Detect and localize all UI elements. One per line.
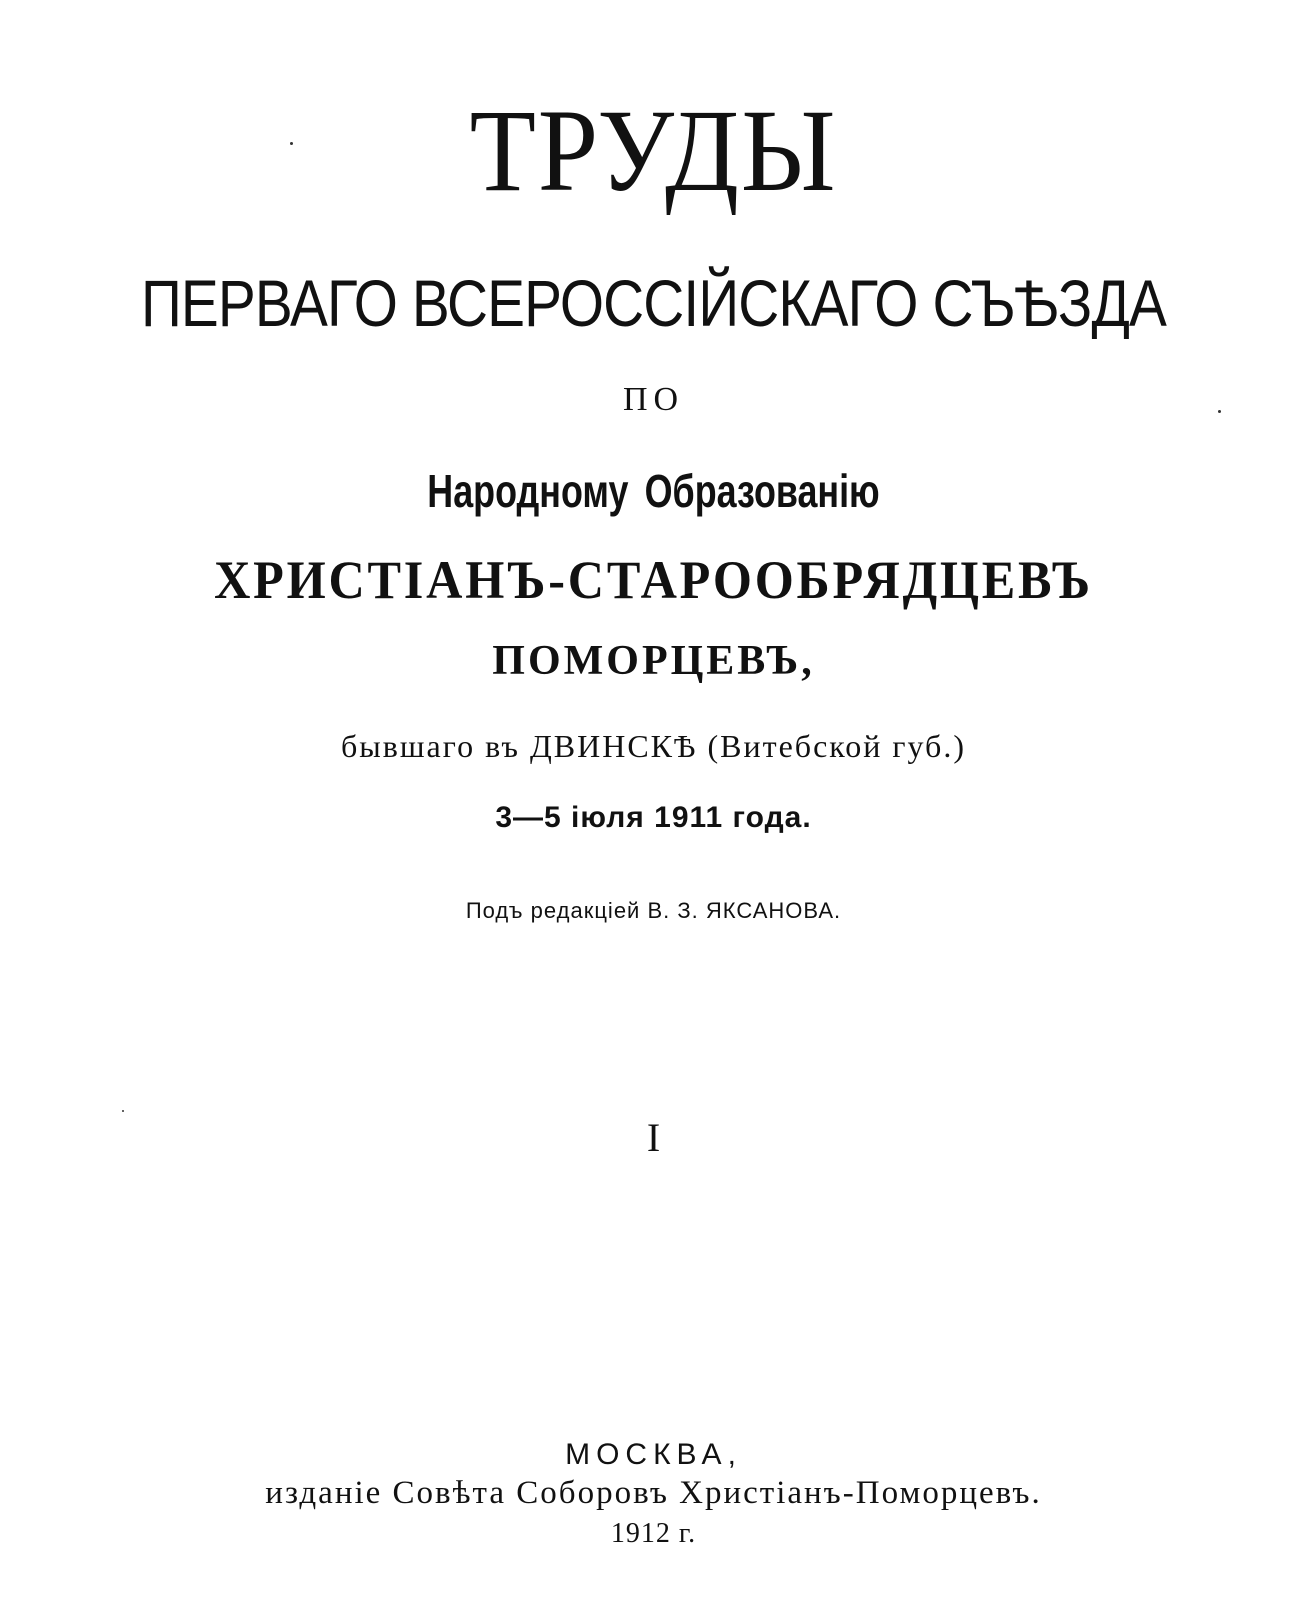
congress-title: ПЕРВАГО ВСЕРОССІЙСКАГО СЪѢЗДА — [140, 266, 1167, 340]
topic-text: Народному Образованію — [427, 465, 880, 517]
community-subtitle: ПОМОРЦЕВЪ, — [492, 638, 815, 684]
print-speck — [1218, 410, 1221, 413]
imprint-year: 1912 г. — [610, 1518, 697, 1549]
volume-number: I — [646, 1115, 661, 1160]
preposition-text: ПО — [622, 381, 685, 418]
date-text: 3—5 іюля 1911 года. — [495, 801, 812, 834]
print-speck — [122, 1110, 124, 1112]
main-title: ТРУДЫ — [469, 85, 838, 216]
imprint-city: МОСКВА, — [565, 1438, 742, 1471]
print-speck — [290, 142, 293, 145]
community-title: ХРИСТІАНЪ-СТАРООБРЯДЦЕВЪ — [214, 550, 1093, 610]
editor-credit: Подъ редакціей В. З. ЯКСАНОВА. — [465, 898, 842, 923]
location-text: бывшаго въ ДВИНСКѢ (Витебской губ.) — [341, 728, 966, 764]
imprint-publisher: изданіе Совѣта Соборовъ Христіанъ-Поморцевъ. — [265, 1475, 1042, 1511]
